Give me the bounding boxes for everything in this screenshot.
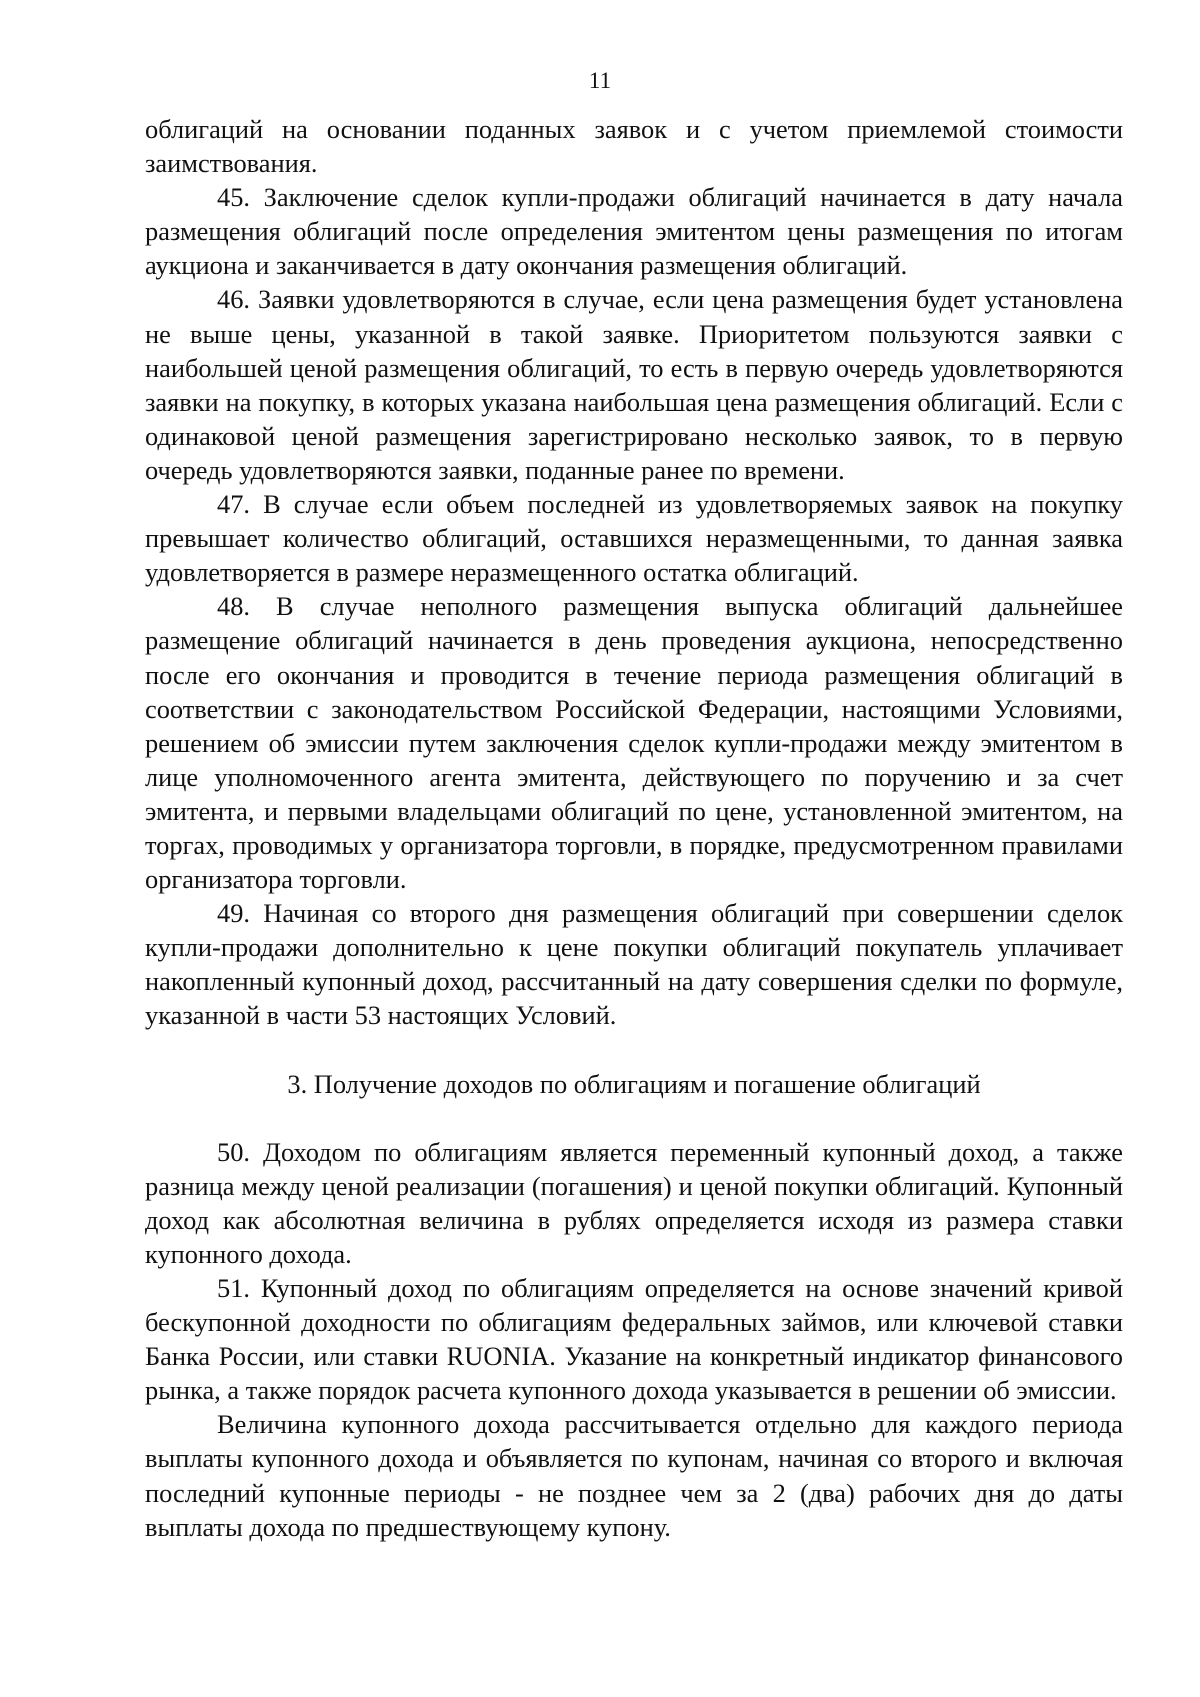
paragraph-49: 49. Начиная со второго дня размещения облигаций при совершении сделок купли-продажи дополнительно к цене покупки облигаций покупатель уплачивает накопленный купонный доход, рассчитанный на дату совершения сделки по формуле, указанной в части 53 настоящих Условий. xyxy=(145,898,1123,1031)
paragraph-50: 50. Доходом по облигациям является переменный купонный доход, а также разница между ценой реализации (погашения) и ценой покупки облигаций. Купонный доход как абсолютная величина в рублях определяется исходя из размера ставки купонного дохода. xyxy=(145,1136,1123,1269)
paragraph-continuation: облигаций на основании поданных заявок и с учетом приемлемой стоимости заимствования. xyxy=(145,114,1123,179)
page-number: 11 xyxy=(588,68,612,93)
paragraph-46: 46. Заявки удовлетворяются в случае, если цена размещения будет установлена не выше цены, указанной в такой заявке. Приоритетом пользуются заявки с наибольшей ценой размещения облигаций, то есть в первую очередь удовлетворяются заявки на покупку, в которых указана наибольшая цена размещения облигаций. Если с одинаковой ценой размещения зарегистрировано несколько заявок, то в первую очередь удовлетворяются заявки, поданные ранее по времени. xyxy=(145,284,1123,485)
section-heading: 3. Получение доходов по облигациям и погашение облигаций xyxy=(287,1068,981,1099)
paragraph-51-continued: Величина купонного дохода рассчитывается отдельно для каждого периода выплаты купонного дохода и объявляется по купонам, начиная со второго и включая последний купонные периоды - не позднее чем за 2 (два) рабочих дня до даты выплаты дохода по предшествующему купону. xyxy=(145,1409,1123,1542)
document-body xyxy=(145,112,1123,1544)
paragraph-48: 48. В случае неполного размещения выпуска облигаций дальнейшее размещение облигаций начинается в день проведения аукциона, непосредственно после его окончания и проводится в течение периода размещения облигаций в соответствии с законодательством Российской Федерации, настоящими Условиями, решением об эмиссии путем заключения сделок купли-продажи между эмитентом в лице уполномоченного агента эмитента, действующего по поручению и за счет эмитента, и первыми владельцами облигаций по цене, установленной эмитентом, на торгах, проводимых у организатора торговли, в порядке, предусмотренном правилами организатора торговли. xyxy=(145,591,1123,895)
paragraph-45: 45. Заключение сделок купли-продажи облигаций начинается в дату начала размещения облигаций после определения эмитентом цены размещения по итогам аукциона и заканчивается в дату окончания размещения облигаций. xyxy=(145,182,1123,281)
paragraph-47: 47. В случае если объем последней из удовлетворяемых заявок на покупку превышает количество облигаций, оставшихся неразмещенными, то данная заявка удовлетворяется в размере неразмещенного остатка облигаций. xyxy=(145,489,1123,588)
paragraph-51: 51. Купонный доход по облигациям определяется на основе значений кривой бескупонной доходности по облигациям федеральных займов, или ключевой ставки Банка России, или ставки RUONIA. Указание на конкретный индикатор финансового рынка, а также порядок расчета купонного дохода указывается в решении об эмиссии. xyxy=(145,1273,1123,1406)
